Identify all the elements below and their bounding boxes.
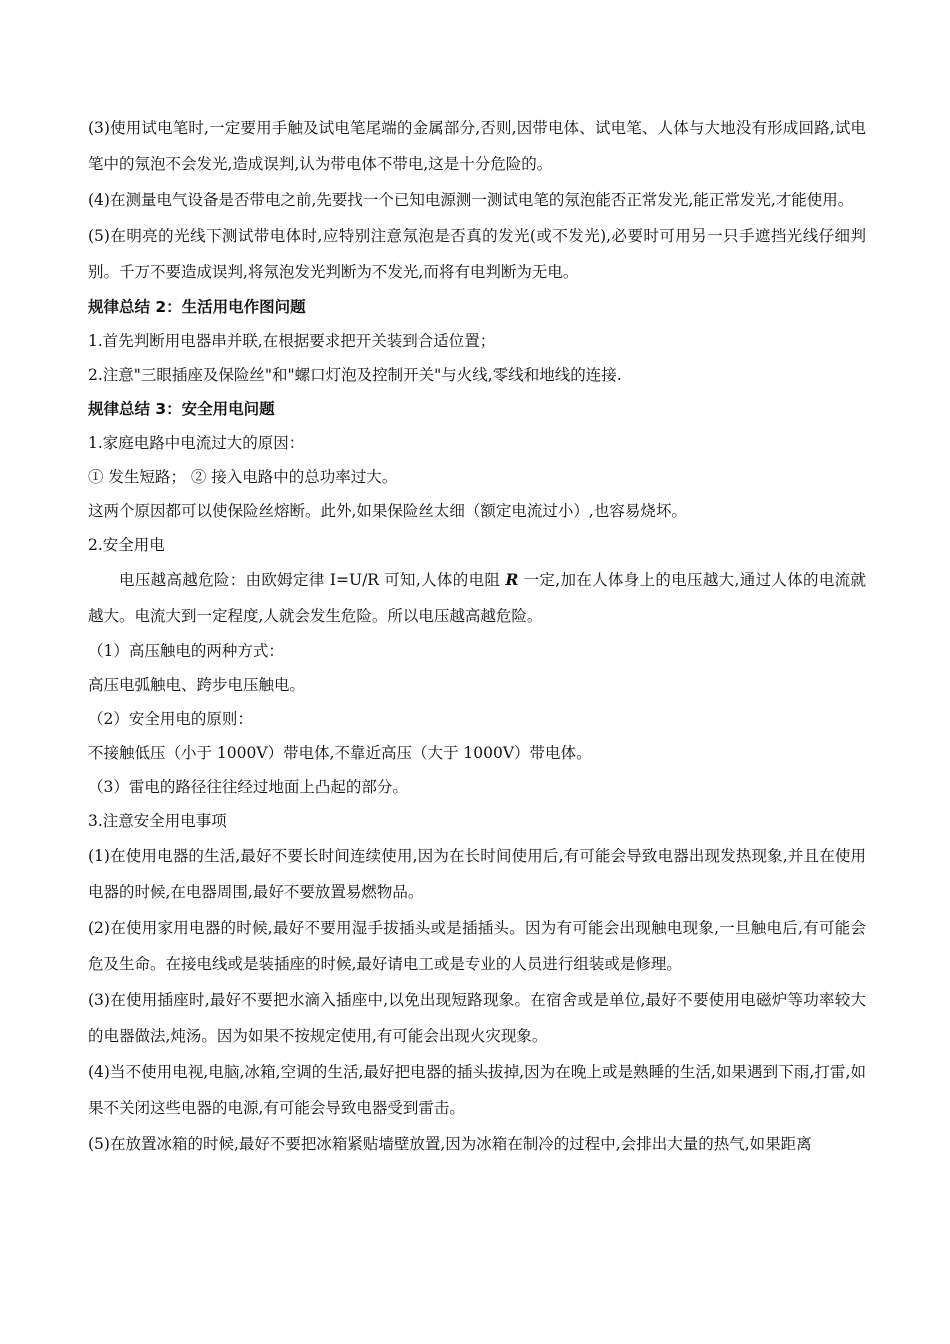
sub-2-body: 不接触低压（小于 1000V）带电体,不靠近高压（大于 1000V）带电体。 <box>88 744 592 762</box>
section-3-heading: 规律总结 3：安全用电问题 <box>88 400 275 418</box>
item-3-para-1: (1)在使用电器的生活,最好不要长时间连续使用,因为在长时间使用后,有可能会导致电器出现发热现象,并且在使用电器的时候,在电器周围,最好不要放置易燃物品。 <box>88 847 866 901</box>
sub-1-body: 高压电弧触电、跨步电压触电。 <box>88 676 306 694</box>
paragraph-test-pen-3: (3)使用试电笔时,一定要用手触及试电笔尾端的金属部分,否则,因带电体、试电笔、人体与大地没有形成回路,试电笔中的氖泡不会发光,造成误判,认为带电体不带电,这是十分危险的。 <box>88 119 866 173</box>
sub-3-title: （3）雷电的路径往往经过地面上凸起的部分。 <box>88 778 408 796</box>
voltage-text-before: 电压越高越危险：由欧姆定律 I=U/R 可知,人体的电阻 <box>119 571 506 589</box>
section-2-heading: 规律总结 2：生活用电作图问题 <box>88 298 306 316</box>
voltage-paragraph <box>88 562 866 634</box>
item-2-title: 2.安全用电 <box>88 536 165 554</box>
item-3-para-2: (2)在使用家用电器的时候,最好不要用湿手拔插头或是插插头。因为有可能会出现触电现象,一旦触电后,有可能会危及生命。在接电线或是装插座的时候,最好请电工或是专业的人员进行组装或是修理。 <box>88 919 866 973</box>
sub-1-title: （1）高压触电的两种方式： <box>88 642 284 660</box>
resistance-symbol: R <box>505 570 519 589</box>
section-2-item-2: 2.注意"三眼插座及保险丝"和"螺口灯泡及控制开关"与火线,零线和地线的连接. <box>88 366 622 384</box>
item-3-para-5: (5)在放置冰箱的时候,最好不要把冰箱紧贴墙壁放置,因为冰箱在制冷的过程中,会排出大量的热气,如果距离 <box>88 1135 812 1153</box>
sub-2-title: （2）安全用电的原则： <box>88 710 253 728</box>
item-3-para-4: (4)当不使用电视,电脑,冰箱,空调的生活,最好把电器的插头拔掉,因为在晚上或是熟睡的生活,如果遇到下雨,打雷,如果不关闭这些电器的电源,有可能会导致电器受到雷击。 <box>88 1063 866 1117</box>
document-page <box>88 110 866 1162</box>
item-1-note: 这两个原因都可以使保险丝熔断。此外,如果保险丝太细（额定电流过小）,也容易烧坏。 <box>88 502 687 520</box>
item-1-causes: ① 发生短路； ② 接入电路中的总功率过大。 <box>88 468 398 486</box>
item-3-para-3: (3)在使用插座时,最好不要把水滴入插座中,以免出现短路现象。在宿舍或是单位,最好不要使用电磁炉等功率较大的电器做法,炖汤。因为如果不按规定使用,有可能会出现火灾现象。 <box>88 991 866 1045</box>
paragraph-test-pen-5: (5)在明亮的光线下测试带电体时,应特别注意氖泡是否真的发光(或不发光),必要时可用另一只手遮挡光线仔细判别。千万不要造成误判,将氖泡发光判断为不发光,而将有电判断为无电。 <box>88 227 866 281</box>
item-1-title: 1.家庭电路中电流过大的原因： <box>88 434 305 452</box>
section-2-item-1: 1.首先判断用电器串并联,在根据要求把开关装到合适位置； <box>88 332 496 350</box>
item-3-title: 3.注意安全用电事项 <box>88 812 227 830</box>
voltage-text-after: 一定,加在人体身上的电压越大,通过人体的电流就越大。电流大到一定程度,人就会发生危险。所以电压越高越危险。 <box>88 571 866 625</box>
paragraph-test-pen-4: (4)在测量电气设备是否带电之前,先要找一个已知电源测一测试电笔的氖泡能否正常发光,能正常发光,才能使用。 <box>88 191 854 209</box>
